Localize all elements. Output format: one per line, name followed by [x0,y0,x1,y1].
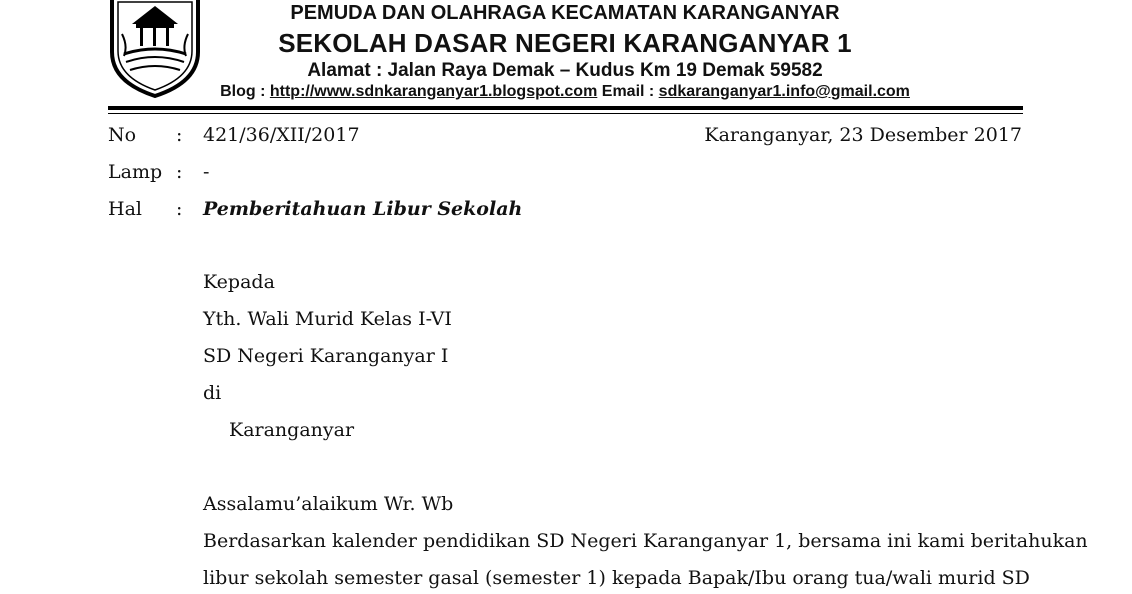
header-rule-thick [108,106,1023,110]
recipient-line-1: Kepada [203,271,275,293]
blog-label: Blog : [220,83,270,100]
lamp-value: - [203,161,210,183]
subject: Pemberitahuan Libur Sekolah [203,198,523,220]
place-date: Karanganyar, 23 Desember 2017 [704,124,1022,146]
agency-line: PEMUDA DAN OLAHRAGA KECAMATAN KARANGANYAR [290,2,840,24]
email-label: Email : [601,83,659,100]
hal-colon: : [176,198,183,220]
school-address: Alamat : Jalan Raya Demak – Kudus Km 19 Demak 59582 [307,60,823,81]
lamp-label: Lamp [108,161,163,183]
header-rule-thin [108,113,1023,114]
contact-line [165,83,965,101]
recipient-line-2: Yth. Wali Murid Kelas I-VI [203,308,452,330]
recipient-line-5: Karanganyar [229,419,355,441]
hal-label: Hal [108,198,142,220]
blog-link[interactable]: http://www.sdnkaranganyar1.blogspot.com [269,83,598,100]
greeting: Assalamu’alaikum Wr. Wb [203,493,454,515]
body-paragraph-line-2: libur sekolah semester gasal (semester 1) kepada Bapak/Ibu orang tua/wali murid SD [203,567,1030,589]
email-link[interactable]: sdkaranganyar1.info@gmail.com [658,83,910,100]
no-value: 421/36/XII/2017 [203,124,360,146]
school-name: SEKOLAH DASAR NEGERI KARANGANYAR 1 [278,28,852,58]
recipient-line-4: di [203,382,222,404]
no-colon: : [176,124,183,146]
no-label: No [108,124,137,146]
recipient-line-3: SD Negeri Karanganyar I [203,345,449,367]
lamp-colon: : [176,161,183,183]
body-paragraph-line-1: Berdasarkan kalender pendidikan SD Negeri Karanganyar 1, bersama ini kami beritahukan [203,530,1088,552]
